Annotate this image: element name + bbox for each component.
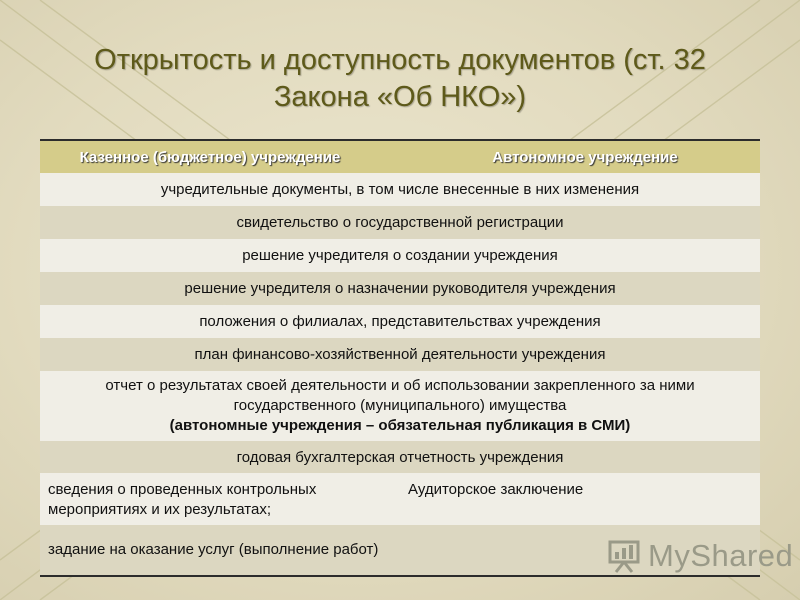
watermark-text: MyShared bbox=[648, 538, 794, 573]
slide-title-line2: Закона «Об НКО») bbox=[273, 81, 527, 113]
table-row bbox=[40, 239, 760, 272]
slide-title bbox=[40, 42, 760, 116]
row-annual-accounting: годовая бухгалтерская отчетность учреждения bbox=[236, 448, 564, 466]
documents-table bbox=[40, 139, 760, 577]
table-row bbox=[40, 338, 760, 371]
table-row bbox=[40, 272, 760, 305]
myshared-watermark bbox=[606, 536, 793, 576]
cell-control-measures: сведения о проведенных контрольных мероприятиях и их результатах; bbox=[48, 481, 317, 518]
cell-service-task: задание на оказание услуг (выполнение работ) bbox=[48, 541, 379, 558]
row-activity-report bbox=[40, 376, 760, 436]
table-row bbox=[40, 441, 760, 473]
row-founding-docs: учредительные документы, в том числе внесенные в них изменения bbox=[160, 181, 640, 198]
presentation-board-icon bbox=[606, 539, 642, 573]
row-founder-creation-decision: решение учредителя о создании учреждения bbox=[242, 247, 558, 264]
row-branches-provisions: положения о филиалах, представительствах учреждения bbox=[199, 313, 601, 330]
report-note: (автономные учреждения – обязательная публикация в СМИ) bbox=[169, 417, 631, 434]
slide-title-line1: Открытость и доступность документов (ст. 32 bbox=[94, 44, 706, 76]
table-row bbox=[40, 173, 760, 206]
row-head-appointment-decision: решение учредителя о назначении руководителя учреждения bbox=[184, 280, 616, 297]
row-registration-certificate: свидетельство о государственной регистрации bbox=[236, 214, 564, 231]
report-line2: государственного (муниципального) имущества bbox=[233, 397, 567, 414]
table-row bbox=[40, 473, 760, 525]
row-financial-plan: план финансово-хозяйственной деятельности учреждения bbox=[194, 346, 606, 363]
table-row bbox=[40, 305, 760, 338]
table-row bbox=[40, 371, 760, 441]
cell-audit-report: Аудиторское заключение bbox=[408, 481, 584, 498]
table-row bbox=[40, 206, 760, 239]
table-header-row bbox=[40, 141, 760, 173]
report-line1: отчет о результатах своей деятельности и об использовании закрепленного за ними bbox=[105, 377, 695, 394]
header-budget-institution: Казенное (бюджетное) учреждение bbox=[79, 148, 341, 166]
header-autonomous-institution: Автономное учреждение bbox=[492, 148, 678, 166]
